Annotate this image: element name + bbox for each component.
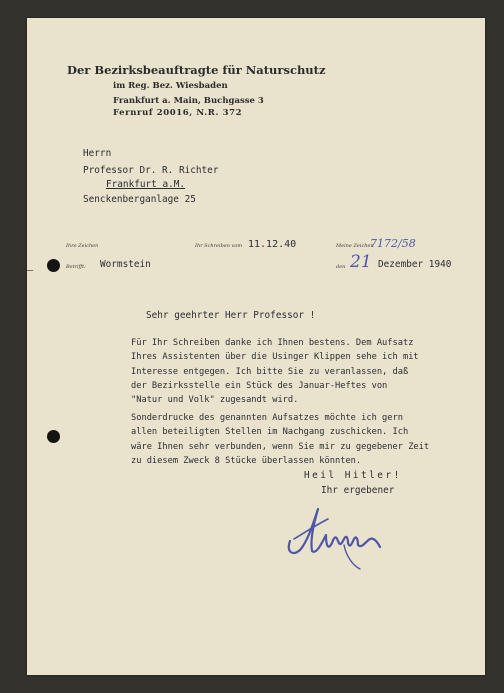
- body-paragraph-1: Für Ihr Schreiben danke ich Ihnen bestens. Dem Aufsatz Ihres Assistenten über die Usinger Klippen sehe ich mit Interesse entgegen. Ich bitte Sie zu veranlassen, daß der Bezirksstelle ein Stück des Januar-Heftes von "Natur und Volk" zugesandt wird.: [131, 338, 419, 406]
- greeting: Sehr geehrter Herr Professor !: [146, 310, 316, 321]
- den-label: den: [336, 264, 346, 270]
- punch-hole-bottom: [47, 430, 60, 443]
- ihr-schreiben-label: Ihr Schreiben vom: [195, 243, 243, 249]
- recipient-name: Professor Dr. R. Richter: [83, 165, 219, 176]
- letterhead-address: Frankfurt a. Main, Buchgasse 3: [113, 96, 264, 106]
- letterhead-title: Der Bezirksbeauftragte für Naturschutz: [67, 63, 326, 77]
- letterhead-district: im Reg. Bez. Wiesbaden: [113, 81, 228, 91]
- meine-zeichen-value: 7172/58: [370, 237, 416, 250]
- betrifft-value: Wormstein: [100, 259, 151, 270]
- betrifft-label: Betrifft:: [66, 264, 86, 270]
- punch-hole-top: [47, 259, 60, 272]
- date-month-year: Dezember 1940: [378, 259, 452, 270]
- recipient-city: Frankfurt a.M.: [106, 179, 186, 190]
- meine-zeichen-label: Meine Zeichen: [336, 243, 374, 249]
- fold-mark: [27, 270, 33, 271]
- recipient-street: Senckenberganlage 25: [83, 194, 196, 205]
- closing-sign-off: Ihr ergebener: [321, 485, 395, 496]
- ihre-zeichen-label: Ihre Zeichen: [66, 243, 99, 249]
- recipient-salutation: Herrn: [83, 148, 112, 159]
- letterhead-phone: Fernruf 20016, N.R. 372: [113, 108, 243, 118]
- closing-greeting: Heil Hitler!: [304, 470, 402, 481]
- handwritten-signature: [284, 495, 394, 575]
- ihr-schreiben-date: 11.12.40: [248, 239, 297, 250]
- body-paragraph-2: Sonderdrucke des genannten Aufsatzes möchte ich gern allen beteiligten Stellen im Nachgang zuschicken. Ich wäre Ihnen sehr verbunden, wenn Sie mir zu gegebener Zeit zu diesem Zweck 8 Stücke überlassen könnten.: [131, 413, 430, 466]
- date-day: 21: [350, 252, 372, 272]
